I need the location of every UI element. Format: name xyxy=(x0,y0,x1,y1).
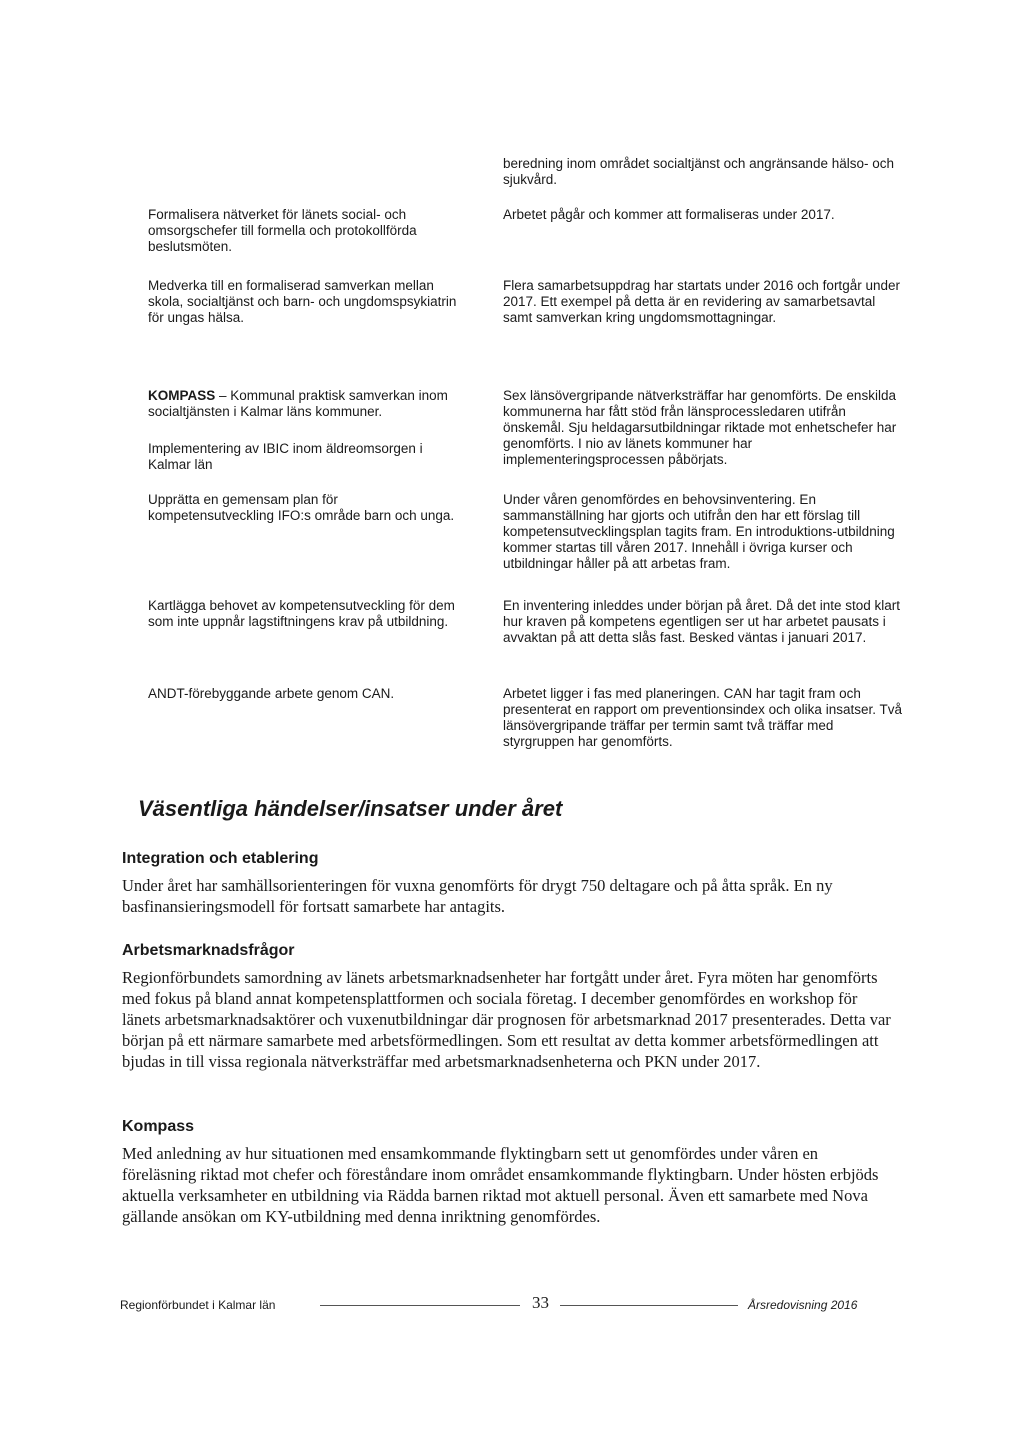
table-row-1-status: Arbetet pågår och kommer att formaliseras under 2017. xyxy=(503,207,835,222)
table-row-2-status: Flera samarbetsuppdrag har startats under 2016 och fortgår under 2017. Ett exempel på detta är en revidering av samarbetsavtal samt samverkan kring ungdomsmottagningar. xyxy=(503,278,900,325)
kompass-description: – Kommunal praktisk samverkan inom socialtjänsten i Kalmar läns kommuner. xyxy=(148,388,448,419)
heading-kompass: Kompass xyxy=(122,1118,195,1135)
table-row-6-goal: Kartlägga behovet av kompetensutveckling för dem som inte uppnår lagstiftningens krav på utbildning. xyxy=(148,598,455,629)
table-row-3-status: Sex länsövergripande nätverksträffar har genomförts. De enskilda kommunerna har fått stöd från länsprocessledaren utifrån önskemål. Sju heldagarsutbildningar riktade mot enhetschefer har genomförts. I nio av länets kommuner har implementeringsprocessen påbörjats. xyxy=(503,388,897,467)
table-row-5-status: Under våren genomfördes en behovsinventering. En sammanställning har gjorts och utifrån den har ett förslag till kompetensutvecklingsplan tagits fram. En introduktions-utbildning kommer startas till våren 2017. Innehåll i övriga kurser och utbildningar håller på att arbetas fram. xyxy=(503,492,895,571)
table-row-7-status: Arbetet ligger i fas med planeringen. CAN har tagit fram och presenterat en rapport om preventionsindex och olika insatser. Två länsövergripande träffar per termin samt två träffar med styrgruppen har genomförts. xyxy=(503,686,902,749)
text-integration: Under året har samhällsorienteringen för vuxna genomförts för drygt 750 deltagare och på åtta språk. En ny basfinansieringsmodell för fortsatt samarbete har antagits. xyxy=(122,876,833,916)
footer-rule-right xyxy=(560,1305,738,1306)
text-arbetsmarknad: Regionförbundets samordning av länets arbetsmarknadsenheter har fortgått under året. Fyra möten har genomförts med fokus på bland annat kompetensplattformen och sociala företag. I december genomfördes en workshop för länets arbetsmarknadsaktörer och vuxenutbildningar där prognosen för arbetsmarknad 2017 presenterades. Detta var början på ett närmare samarbete med arbetsförmedlingen. Som ett resultat av detta kommer arbetsförmedlingen att bjudas in till vissa regionala nätverksträffar med arbetsmarknadsenheterna och PKN under 2017. xyxy=(122,968,891,1071)
table-row-2-goal: Medverka till en formaliserad samverkan mellan skola, socialtjänst och barn- och ungdomspsykiatrin för ungas hälsa. xyxy=(148,278,457,325)
table-row-3-goal xyxy=(148,388,466,420)
footer-rule-left xyxy=(320,1305,520,1306)
footer-organization: Regionförbundet i Kalmar län xyxy=(120,1298,276,1312)
table-row-1-goal: Formalisera nätverket för länets social- och omsorgschefer till formella och protokollförda beslutsmöten. xyxy=(148,207,417,254)
table-row-6-status: En inventering inleddes under början på året. Då det inte stod klart hur kraven på kompetens egentligen ser ut har arbetet pausats i avvaktan på att detta slås fast. Besked väntas i januari 2017. xyxy=(503,598,900,645)
heading-integration: Integration och etablering xyxy=(122,850,319,867)
page-number: 33 xyxy=(532,1293,549,1312)
footer-report-title: Årsredovisning 2016 xyxy=(748,1298,858,1312)
text-kompass: Med anledning av hur situationen med ensamkommande flyktingbarn sett ut genomfördes under våren en föreläsning riktad mot chefer och föreståndare inom området ensamkommande flyktingbarn. Under hösten erbjöds aktuella verksamheter en utbildning via Rädda barnen riktad mot aktuell personal. Även ett samarbete med Nova gällande ansökan om KY-utbildning med denna inriktning genomfördes. xyxy=(122,1144,879,1226)
table-row-0-status: beredning inom området socialtjänst och angränsande hälso- och sjukvård. xyxy=(503,156,894,187)
kompass-label: KOMPASS xyxy=(148,388,216,403)
table-row-7-goal: ANDT-förebyggande arbete genom CAN. xyxy=(148,686,395,701)
table-row-4-goal: Implementering av IBIC inom äldreomsorgen i Kalmar län xyxy=(148,441,423,472)
heading-arbetsmarknad: Arbetsmarknadsfrågor xyxy=(122,942,295,959)
page-footer xyxy=(120,1294,880,1314)
section-title: Väsentliga händelser/insatser under året xyxy=(138,796,563,821)
table-row-5-goal: Upprätta en gemensam plan för kompetensutveckling IFO:s område barn och unga. xyxy=(148,492,455,523)
